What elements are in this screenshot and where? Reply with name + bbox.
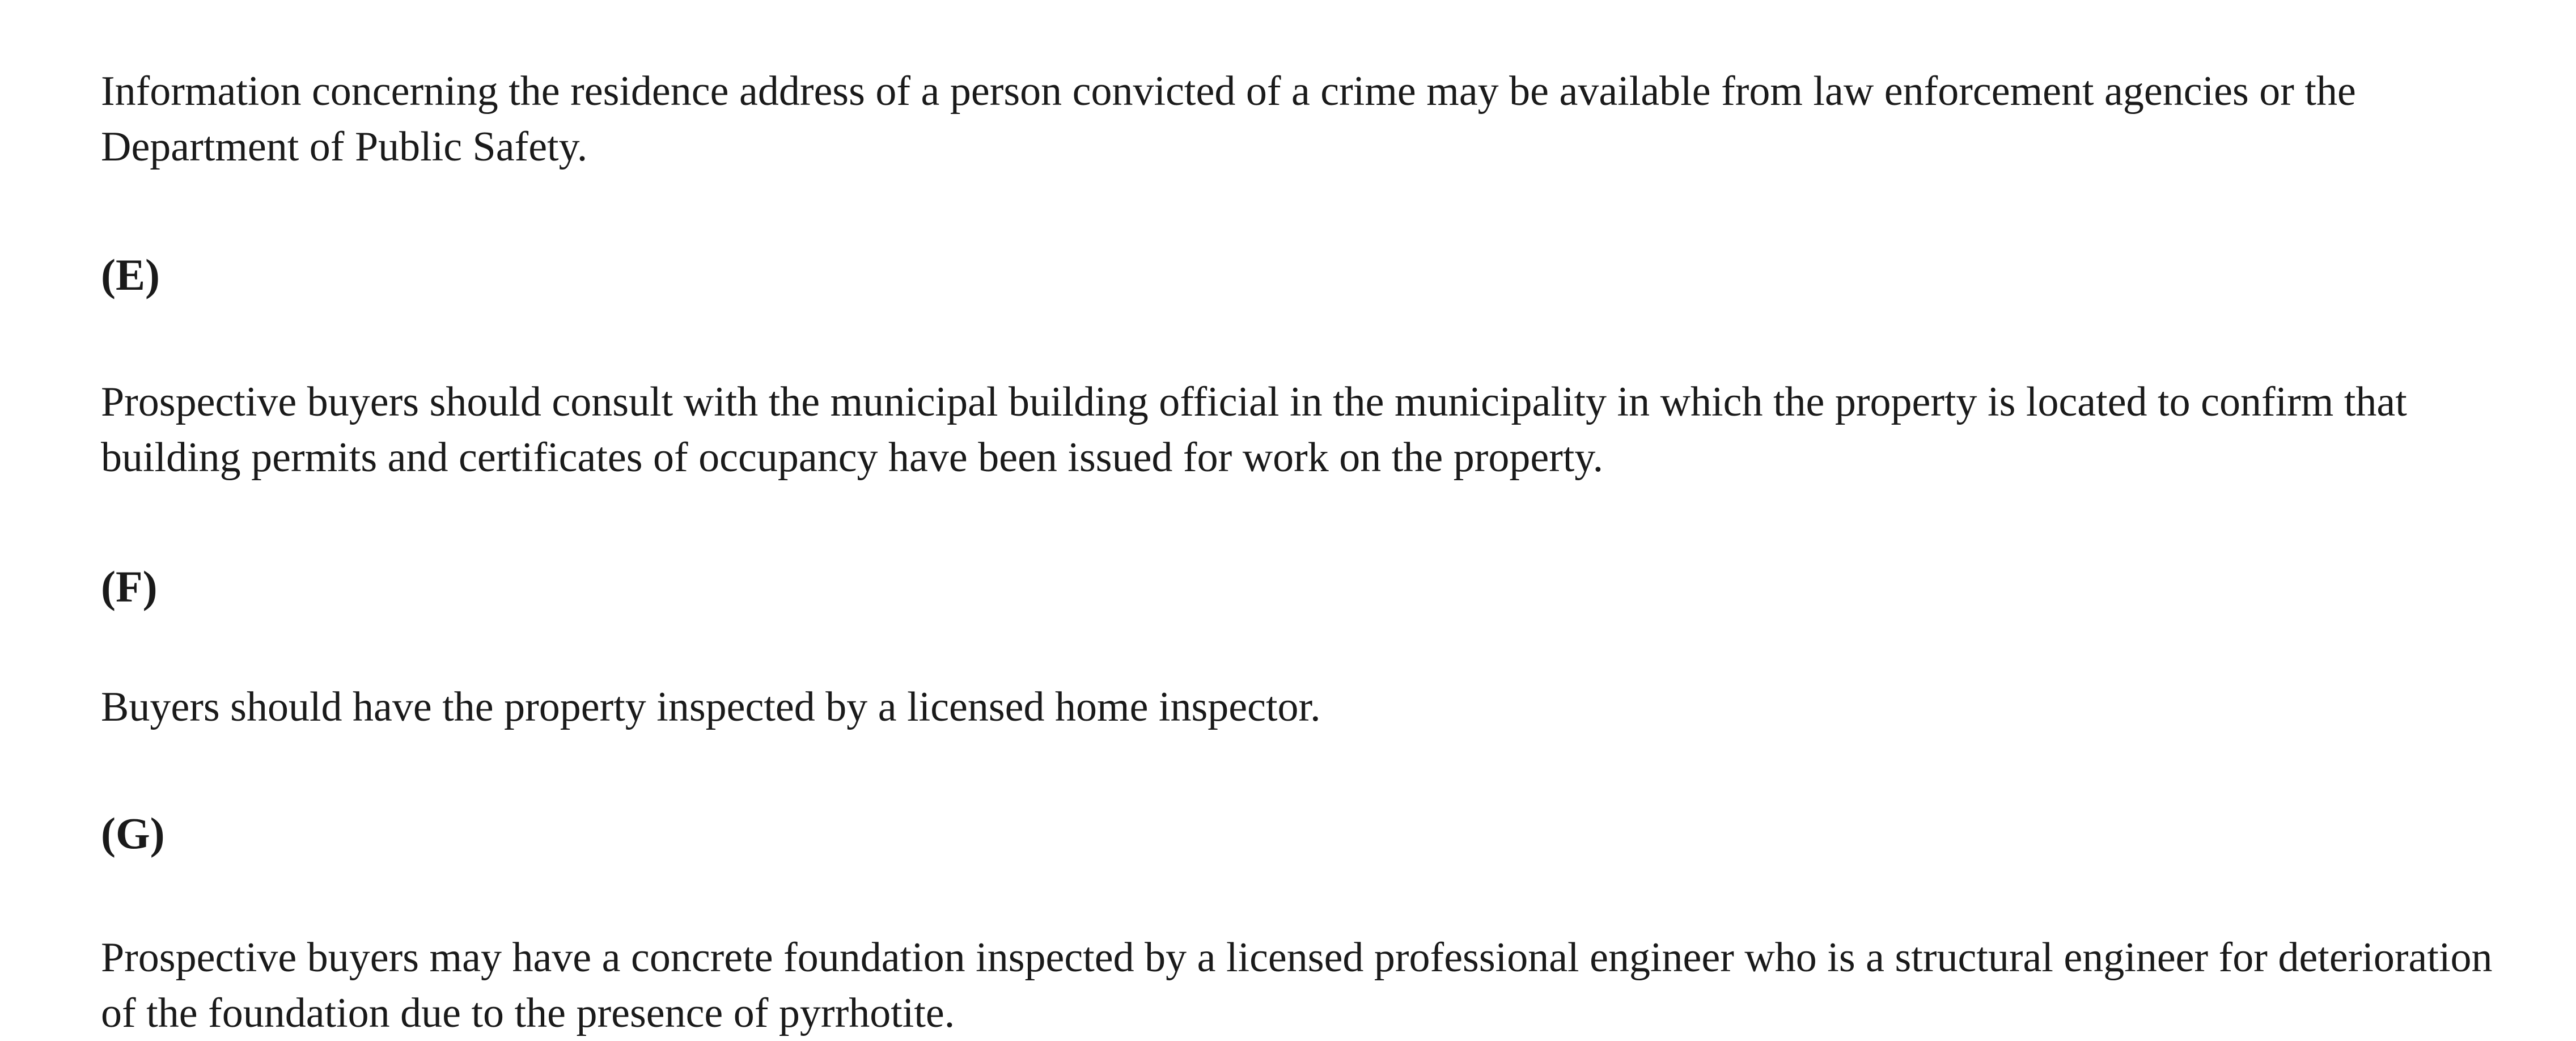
paragraph-building-permits: Prospective buyers should consult with the municipal building official in the municipality in which the property is located to confirm that building permits and certificates of occupancy have been issued for work on the property.: [101, 379, 2407, 481]
paragraph-concrete-foundation: Prospective buyers may have a concrete foundation inspected by a licensed professional engineer who is a structural engineer for deterioration of the foundation due to the presence of pyrrhotite.: [101, 934, 2493, 1036]
paragraph-residence-address: Information concerning the residence address of a person convicted of a crime may be available from law enforcement agencies or the Department of Public Safety.: [101, 68, 2356, 170]
section-heading-g: (G): [101, 809, 165, 858]
section-heading-e: (E): [101, 250, 160, 299]
paragraph-home-inspector: Buyers should have the property inspected by a licensed home inspector.: [101, 684, 1321, 730]
section-heading-f: (F): [101, 562, 158, 611]
